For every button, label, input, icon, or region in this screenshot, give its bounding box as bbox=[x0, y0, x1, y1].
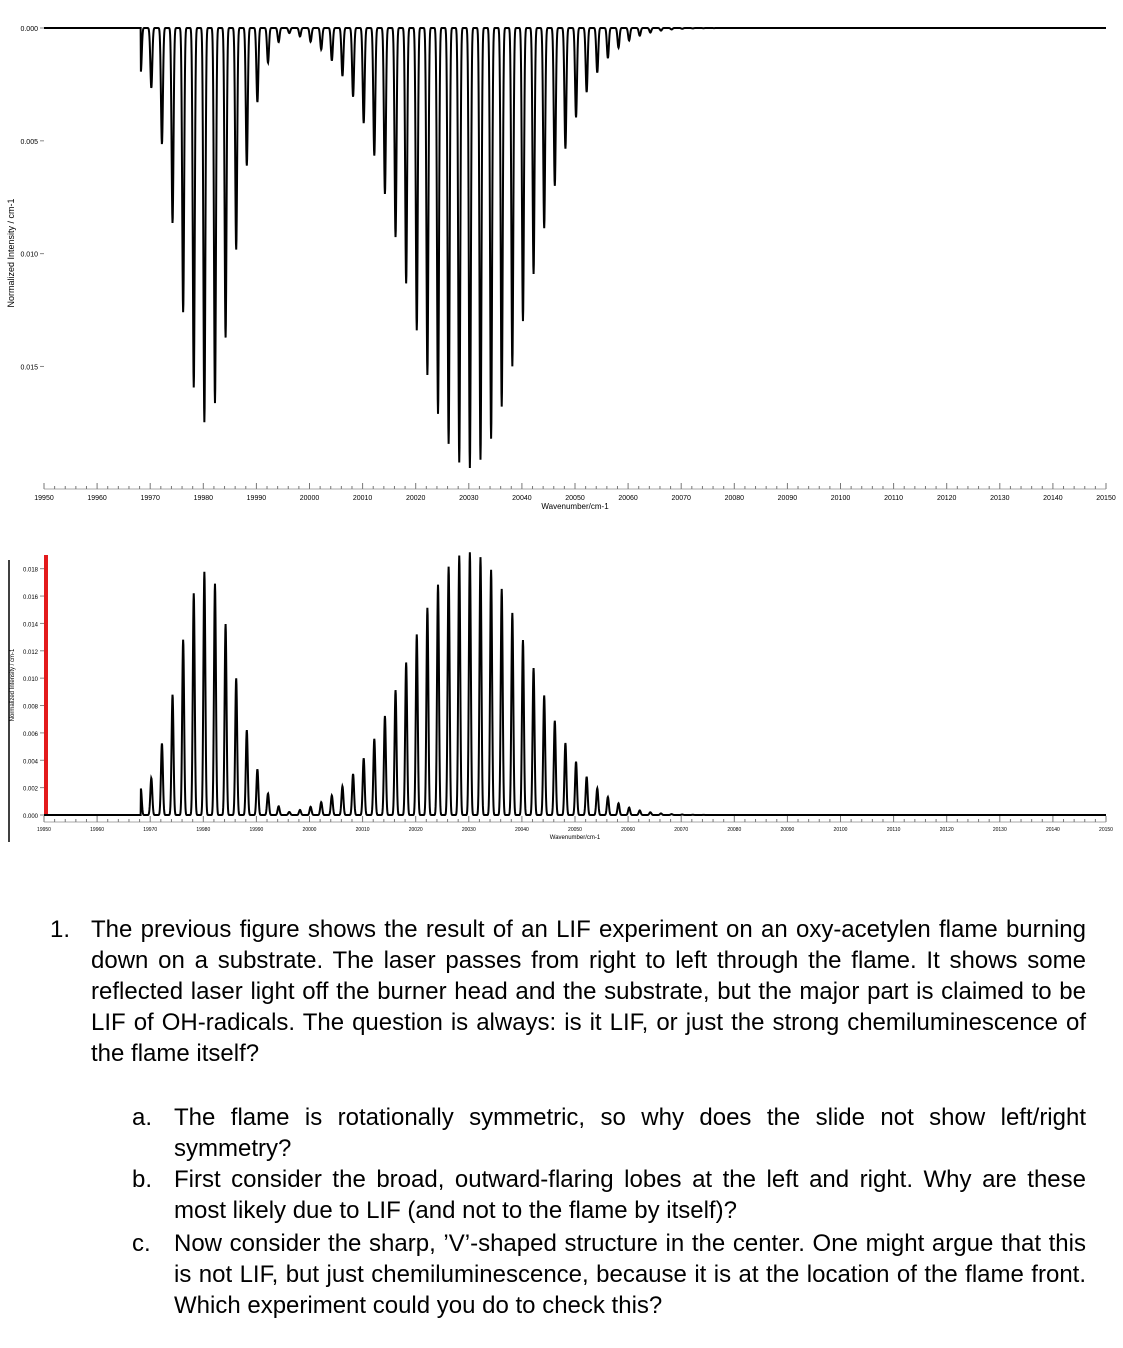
x-tick-label: 20140 bbox=[1045, 827, 1060, 833]
x-tick-label: 19960 bbox=[90, 827, 105, 833]
x-tick-label: 20020 bbox=[405, 495, 426, 502]
x-tick-label: 20100 bbox=[833, 827, 848, 833]
x-tick-label: 20090 bbox=[780, 827, 795, 833]
x-tick-label: 20030 bbox=[459, 495, 479, 502]
x-tick-label: 20090 bbox=[777, 495, 798, 502]
sub-question-label: c. bbox=[132, 1230, 151, 1257]
red-marker-bar bbox=[44, 555, 48, 815]
y-tick-label: 0.002 bbox=[22, 786, 38, 793]
x-tick-label: 20040 bbox=[512, 495, 532, 502]
sub-question-text: First consider the broad, outward-flaring lobes at the left and right. Why are these most likely due to LIF (and not to the flame by itself)? bbox=[174, 1166, 1086, 1224]
x-tick-label: 19990 bbox=[249, 827, 264, 833]
y-tick-label: 0.010 bbox=[20, 251, 38, 259]
bottom-spectrum-line bbox=[44, 552, 1106, 815]
x-tick-label: 20080 bbox=[727, 827, 742, 833]
x-tick-label: 20060 bbox=[621, 827, 636, 833]
y-tick-label: 0.016 bbox=[22, 595, 38, 602]
x-tick-label: 20120 bbox=[936, 495, 957, 502]
y-tick-label: 0.010 bbox=[22, 677, 38, 684]
x-tick-label: 20000 bbox=[299, 495, 320, 502]
y-tick-label: 0.005 bbox=[20, 138, 38, 146]
x-tick-label: 20040 bbox=[514, 827, 529, 833]
sub-question-b bbox=[132, 1164, 1086, 1226]
x-tick-label: 19970 bbox=[140, 495, 160, 502]
top-y-axis-label: Normalized Intensity / cm-1 bbox=[6, 198, 16, 308]
bottom-x-axis-label: Wavenumber/cm-1 bbox=[549, 835, 601, 841]
sub-question-label: b. bbox=[132, 1166, 153, 1193]
x-tick-label: 20060 bbox=[618, 495, 638, 502]
x-tick-label: 19960 bbox=[87, 495, 107, 502]
sub-question-label: a. bbox=[132, 1104, 153, 1131]
y-tick-label: 0.004 bbox=[22, 759, 38, 766]
x-tick-label: 20070 bbox=[674, 827, 689, 833]
x-tick-label: 20130 bbox=[992, 827, 1007, 833]
x-tick-label: 20030 bbox=[461, 827, 476, 833]
top-spectrum-chart bbox=[0, 0, 1123, 520]
question-text: The previous figure shows the result of an LIF experiment on an oxy-acetylen flame burning down on a substrate. The laser passes from right to left through the flame. It shows some reflected laser light off the burner head and the substrate, but the major part is claimed to be LIF of OH-radicals. The question is always: is it LIF, or just the strong chemiluminescence of the flame itself? bbox=[91, 916, 1086, 1067]
x-tick-label: 20120 bbox=[939, 827, 954, 833]
x-tick-label: 20130 bbox=[990, 495, 1010, 502]
y-tick-label: 0.000 bbox=[20, 26, 38, 33]
x-tick-label: 20050 bbox=[565, 495, 585, 502]
y-tick-label: 0.018 bbox=[22, 567, 38, 574]
x-tick-label: 20100 bbox=[830, 495, 851, 502]
y-tick-label: 0.015 bbox=[20, 364, 38, 372]
x-tick-label: 20140 bbox=[1043, 495, 1063, 502]
x-tick-label: 19950 bbox=[37, 827, 51, 833]
x-tick-label: 19950 bbox=[34, 495, 54, 502]
bottom-y-axis-label: Normalized Intensity / cm-1 bbox=[10, 648, 16, 722]
y-tick-label: 0.006 bbox=[22, 731, 38, 738]
sub-question-text: The flame is rotationally symmetric, so why does the slide not show left/right symmetry? bbox=[174, 1104, 1086, 1162]
x-tick-label: 20110 bbox=[884, 495, 904, 502]
x-tick-label: 20010 bbox=[352, 495, 373, 502]
y-tick-label: 0.008 bbox=[22, 704, 38, 711]
x-tick-label: 20110 bbox=[886, 827, 901, 833]
x-tick-label: 20150 bbox=[1099, 827, 1113, 833]
x-tick-label: 19990 bbox=[246, 495, 267, 502]
y-tick-label: 0.000 bbox=[22, 814, 38, 820]
y-tick-label: 0.014 bbox=[22, 622, 38, 629]
x-tick-label: 20050 bbox=[568, 827, 582, 833]
sub-question-text: Now consider the sharp, ’V’-shaped structure in the center. One might argue that this is not LIF, but just chemiluminescence, because it is at the location of the flame front. Which experiment could you do to check this? bbox=[174, 1230, 1086, 1319]
x-tick-label: 20010 bbox=[355, 827, 370, 833]
y-tick-label: 0.012 bbox=[22, 649, 38, 656]
x-tick-label: 20070 bbox=[671, 495, 691, 502]
x-tick-label: 19980 bbox=[196, 827, 211, 833]
sub-question-c bbox=[132, 1228, 1086, 1321]
question-number: 1. bbox=[50, 916, 71, 943]
top-x-axis-label: Wavenumber/cm-1 bbox=[541, 502, 609, 511]
x-tick-label: 19980 bbox=[193, 495, 214, 502]
x-tick-label: 20000 bbox=[302, 827, 317, 833]
top-spectrum-line bbox=[44, 28, 1106, 468]
x-tick-label: 20020 bbox=[408, 827, 423, 833]
question-1 bbox=[50, 914, 1086, 1069]
bottom-spectrum-chart bbox=[0, 540, 1123, 845]
x-tick-label: 20150 bbox=[1096, 495, 1116, 502]
x-tick-label: 19970 bbox=[143, 827, 158, 833]
x-tick-label: 20080 bbox=[724, 495, 745, 502]
sub-question-a bbox=[132, 1102, 1086, 1164]
